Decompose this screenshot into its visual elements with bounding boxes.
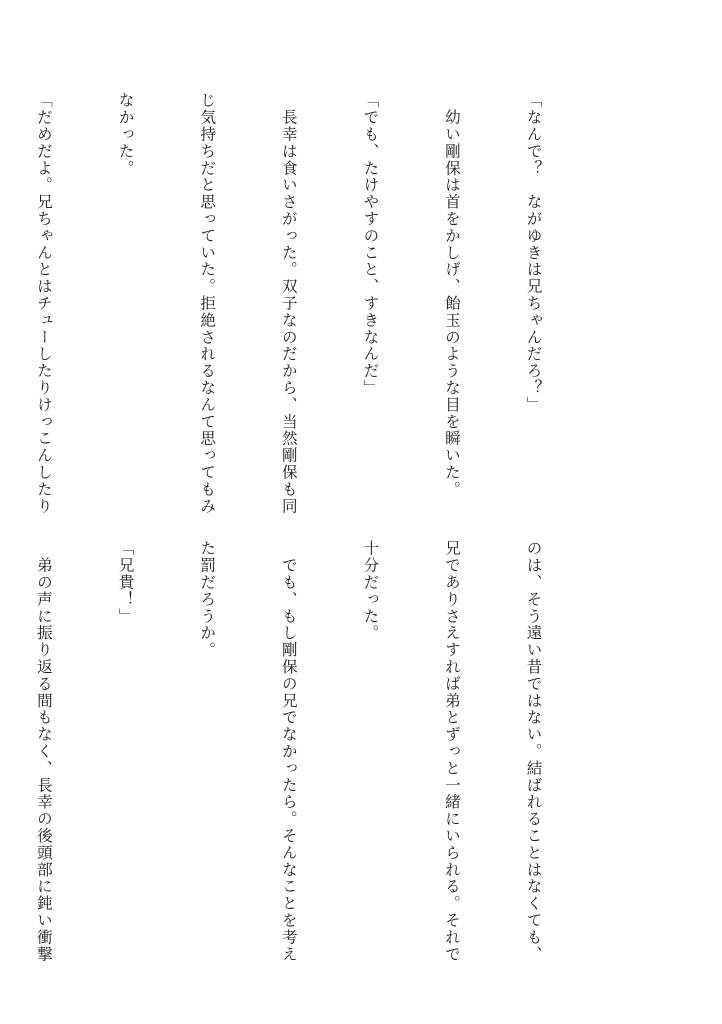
text-line: た罰だろうか。 [198, 540, 217, 659]
text-line: でも、もし剛保の兄でなかったら。そんなことを考え [279, 540, 298, 963]
text-line: 兄でありさえすれば弟とずっと一緒にいられる。それで [442, 540, 461, 963]
text-line: のは、そう遠い昔ではない。結ばれることはなくても、 [524, 540, 543, 963]
text-line: 「でも、たけやすのこと、すきなんだ」 [361, 92, 380, 397]
text-line: 「なんで？ ながゆきは兄ちゃんだろ？」 [524, 92, 543, 414]
text-block-bottom [0, 540, 601, 963]
text-line: なかった。 [116, 92, 135, 177]
text-block-top [0, 92, 601, 515]
text-line: 「だめだよ。兄ちゃんとはチューしたりけっこんしたり [34, 92, 53, 515]
text-line: 幼い剛保は首をかしげ、飴玉のような目を瞬いた。 [442, 92, 461, 498]
text-line: じ気持ちだと思っていた。拒絶されるなんて思ってもみ [198, 92, 217, 515]
text-line: 十分だった。 [361, 540, 380, 642]
text-line: 「兄貴！」 [116, 540, 135, 625]
text-line: 長幸は食いさがった。双子なのだから、当然剛保も同 [279, 92, 298, 515]
text-line: 弟の声に振り返る間もなく、長幸の後頭部に鈍い衝撃 [34, 540, 53, 963]
